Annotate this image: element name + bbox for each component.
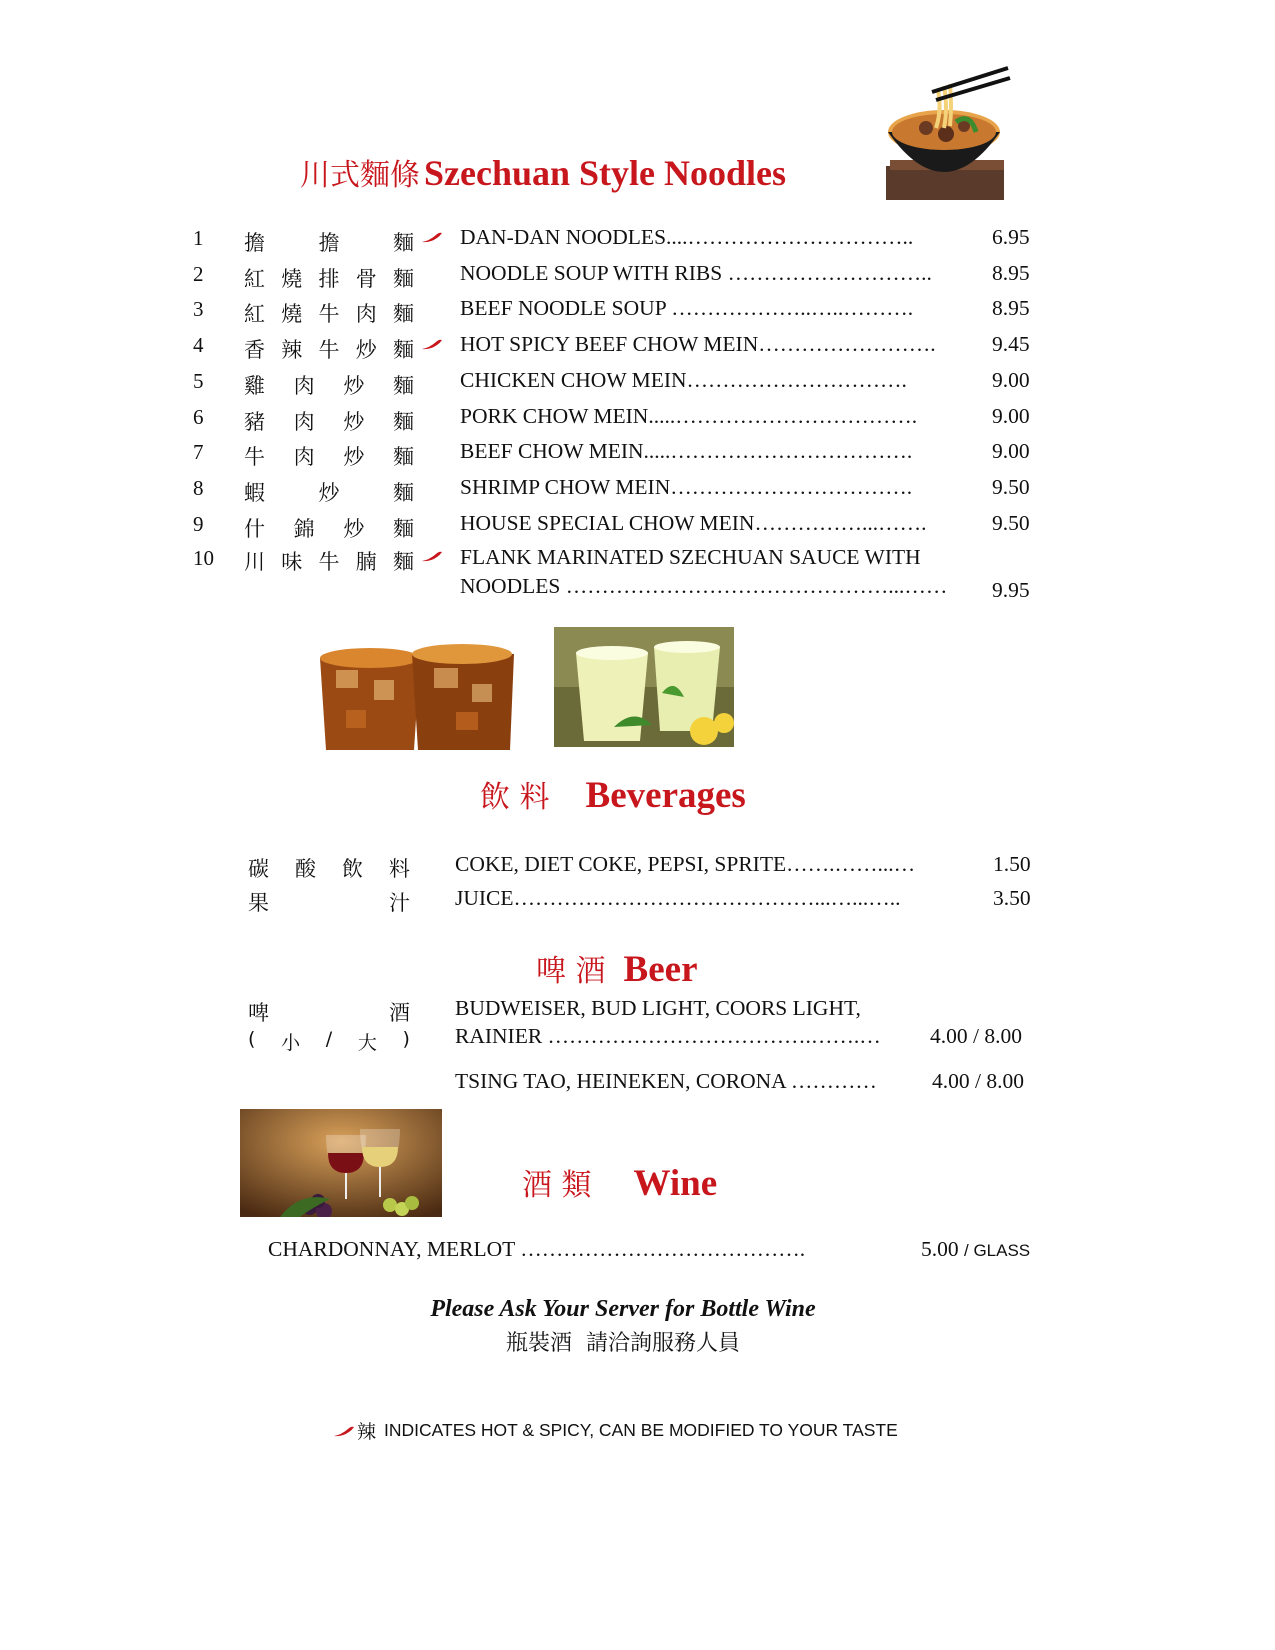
wine-price [921, 1237, 1030, 1262]
item-name-zh-char: 排 [318, 267, 340, 291]
beer-size-zh [248, 1028, 410, 1055]
zh-char: 麵 [393, 550, 414, 574]
item-name-en: HOT SPICY BEEF CHOW MEIN……………………. [460, 332, 936, 356]
iced-tea-photo [316, 640, 514, 750]
item-name-zh-char: 麵 [392, 374, 414, 398]
item-number: 5 [193, 369, 204, 393]
item-name-zh-char: 麵 [392, 517, 414, 541]
item-name-zh [244, 298, 414, 328]
item-number: 6 [193, 405, 204, 429]
item-name-zh [244, 406, 414, 436]
zh-char: ( [248, 1028, 256, 1050]
noodles-section-title [300, 150, 786, 194]
item-name-zh-char: 燒 [281, 267, 303, 291]
item-name-zh [244, 370, 414, 400]
zh-char: 牛 [318, 550, 340, 574]
item-number: 7 [193, 440, 204, 464]
beer-item-2: TSING TAO, HEINEKEN, CORONA ………… [455, 1069, 877, 1093]
item-number: 2 [193, 262, 204, 286]
beer-label-zh [248, 997, 410, 1027]
item-name-zh-char: 擔 [244, 231, 265, 255]
item-price: 1.50 [993, 852, 1031, 876]
bottle-wine-note: Please Ask Your Server for Bottle Wine [430, 1296, 816, 1322]
item-name-zh-char: 紅 [244, 267, 265, 291]
item-name-zh [248, 853, 410, 883]
beer-section-title [536, 946, 698, 991]
wine-item: CHARDONNAY, MERLOT …………………………………. [268, 1237, 806, 1261]
item-name-en: COKE, DIET COKE, PEPSI, SPRITE…….……...… [455, 852, 916, 876]
item-name-en: JUICE……………………………………...…...….. [455, 886, 901, 910]
wine-price-value: 5.00 [921, 1237, 959, 1261]
chili-pepper-icon [421, 550, 443, 562]
item-name-zh-char: 豬 [244, 410, 265, 434]
item-name-zh-char: 紅 [244, 302, 265, 326]
item-name-zh-char: 麵 [392, 445, 414, 469]
item-price: 3.50 [993, 886, 1031, 910]
item-name-zh-char: 肉 [355, 302, 377, 326]
spicy-footnote-zh: 辣 [357, 1421, 377, 1443]
item-price: 8.95 [992, 296, 1030, 320]
item-name-en: FLANK MARINATED SZECHUAN SAUCE WITH [460, 545, 921, 569]
item-name-zh-char: 炒 [343, 410, 365, 434]
beverages-section-title [480, 772, 746, 817]
item-number: 9 [193, 512, 204, 536]
chili-pepper-icon [333, 1425, 355, 1437]
item-name-zh-char: 炒 [343, 517, 365, 541]
beer-item-1: BUDWEISER, BUD LIGHT, COORS LIGHT, [455, 996, 861, 1020]
item-name-zh-char: 麵 [393, 267, 414, 291]
item-name-zh [244, 263, 414, 293]
wine-price-unit: / GLASS [964, 1241, 1031, 1260]
item-price: 9.00 [992, 368, 1030, 392]
item-name-zh-char: 骨 [355, 267, 377, 291]
item-name-zh-char: 炒 [343, 374, 365, 398]
item-name-zh-char: 牛 [318, 302, 340, 326]
item-number: 3 [193, 297, 204, 321]
item-name-en: BEEF CHOW MEIN.....……………………………. [460, 439, 913, 463]
item-price: 9.50 [992, 475, 1030, 499]
item-name-zh-char: 牛 [318, 338, 340, 362]
noodles-title-en: Szechuan Style Noodles [424, 153, 787, 193]
item-name-zh-char: 炒 [355, 338, 377, 362]
zh-char: / [325, 1028, 333, 1050]
beer-item-1-price: 4.00 / 8.00 [930, 1024, 1022, 1048]
item-name-zh-char: 香 [244, 338, 265, 362]
item-name-zh-char: 擔 [318, 231, 340, 255]
item-name-zh-char: 炒 [343, 445, 365, 469]
wine-glasses-photo [240, 1109, 442, 1217]
item-name-zh-char: 肉 [293, 445, 315, 469]
item-name-zh-char: 麵 [393, 338, 414, 362]
item-name-zh-char: 錦 [293, 517, 315, 541]
item-name-zh-char: 麵 [392, 410, 414, 434]
item-name-zh-char: 麵 [393, 302, 414, 326]
item-price: 8.95 [992, 261, 1030, 285]
item-name-zh [244, 477, 414, 507]
zh-char: 酸 [295, 857, 316, 881]
beer-title-en: Beer [623, 949, 698, 990]
item-price: 9.00 [992, 439, 1030, 463]
beer-title-zh: 啤 酒 [536, 954, 606, 989]
zh-char: 腩 [355, 550, 377, 574]
item-name-zh-char: 肉 [293, 410, 315, 434]
zh-char: 汁 [389, 891, 410, 915]
zh-char: 啤 [248, 1001, 269, 1025]
noodle-bowl-photo [886, 62, 1012, 204]
item-price: 9.00 [992, 404, 1030, 428]
item-name-zh [244, 227, 414, 257]
item-name-zh-char: 肉 [293, 374, 315, 398]
item-number: 1 [193, 226, 204, 250]
noodles-title-zh: 川式麵條 [300, 158, 420, 193]
zh-char: 飲 [342, 857, 363, 881]
beer-item-2-price: 4.00 / 8.00 [932, 1069, 1024, 1093]
item-name-zh [248, 887, 410, 917]
zh-char: 川 [244, 550, 265, 574]
item-price: 9.45 [992, 332, 1030, 356]
item-name-en: HOUSE SPECIAL CHOW MEIN……………...……. [460, 511, 927, 535]
item-price: 9.95 [992, 578, 1030, 602]
item-name-zh-char: 燒 [281, 302, 303, 326]
item-number: 10 [193, 546, 214, 570]
zh-char: 大 [357, 1032, 377, 1054]
item-name-zh-char: 辣 [281, 338, 303, 362]
item-name-zh-char: 什 [244, 517, 265, 541]
item-name-zh-char: 雞 [244, 374, 265, 398]
item-name-zh [244, 513, 414, 543]
item-number: 4 [193, 333, 204, 357]
beverages-title-zh: 飲 料 [480, 780, 550, 815]
zh-char: 果 [248, 891, 269, 915]
zh-char: 料 [389, 857, 410, 881]
beer-item-1-line2: RAINIER ……………………………….…….… [455, 1024, 881, 1048]
zh-char: 味 [281, 550, 303, 574]
item-name-en: DAN-DAN NOODLES....………………………….. [460, 225, 914, 249]
zh-char: 碳 [248, 857, 269, 881]
item-name-zh-char: 蝦 [244, 481, 265, 505]
item-name-en: NOODLE SOUP WITH RIBS ……………………….. [460, 261, 932, 285]
zh-char: 酒 [389, 1001, 410, 1025]
item-name-zh [244, 334, 414, 364]
bottle-wine-note-zh: 瓶裝酒 請洽詢服務人員 [506, 1331, 740, 1356]
beverages-title-en: Beverages [585, 775, 746, 816]
zh-char: ) [402, 1028, 410, 1050]
spicy-footnote [333, 1417, 898, 1444]
item-name-en-line2: NOODLES ………………………………………...…… [460, 574, 948, 598]
wine-section-title [522, 1160, 717, 1205]
item-name-zh-char: 牛 [244, 445, 265, 469]
wine-title-en: Wine [633, 1163, 718, 1204]
item-name-zh-char: 炒 [318, 481, 340, 505]
item-number: 8 [193, 476, 204, 500]
chili-pepper-icon [421, 338, 443, 350]
item-price: 9.50 [992, 511, 1030, 535]
item-name-en: BEEF NOODLE SOUP ………………..…..………. [460, 296, 914, 320]
wine-title-zh: 酒 類 [522, 1168, 592, 1203]
item-name-zh-char: 麵 [393, 481, 414, 505]
item-name-en: SHRIMP CHOW MEIN……………………………. [460, 475, 913, 499]
item-name-zh [244, 546, 414, 576]
item-name-zh-char: 麵 [393, 231, 414, 255]
item-name-en: PORK CHOW MEIN.....……………………………. [460, 404, 918, 428]
item-name-en: CHICKEN CHOW MEIN…………………………. [460, 368, 907, 392]
spicy-footnote-text: INDICATES HOT & SPICY, CAN BE MODIFIED TO YOUR TASTE [384, 1420, 898, 1440]
zh-char: 小 [281, 1032, 301, 1054]
item-name-zh [244, 441, 414, 471]
lemonade-photo [554, 627, 734, 747]
item-price: 6.95 [992, 225, 1030, 249]
chili-pepper-icon [421, 231, 443, 243]
